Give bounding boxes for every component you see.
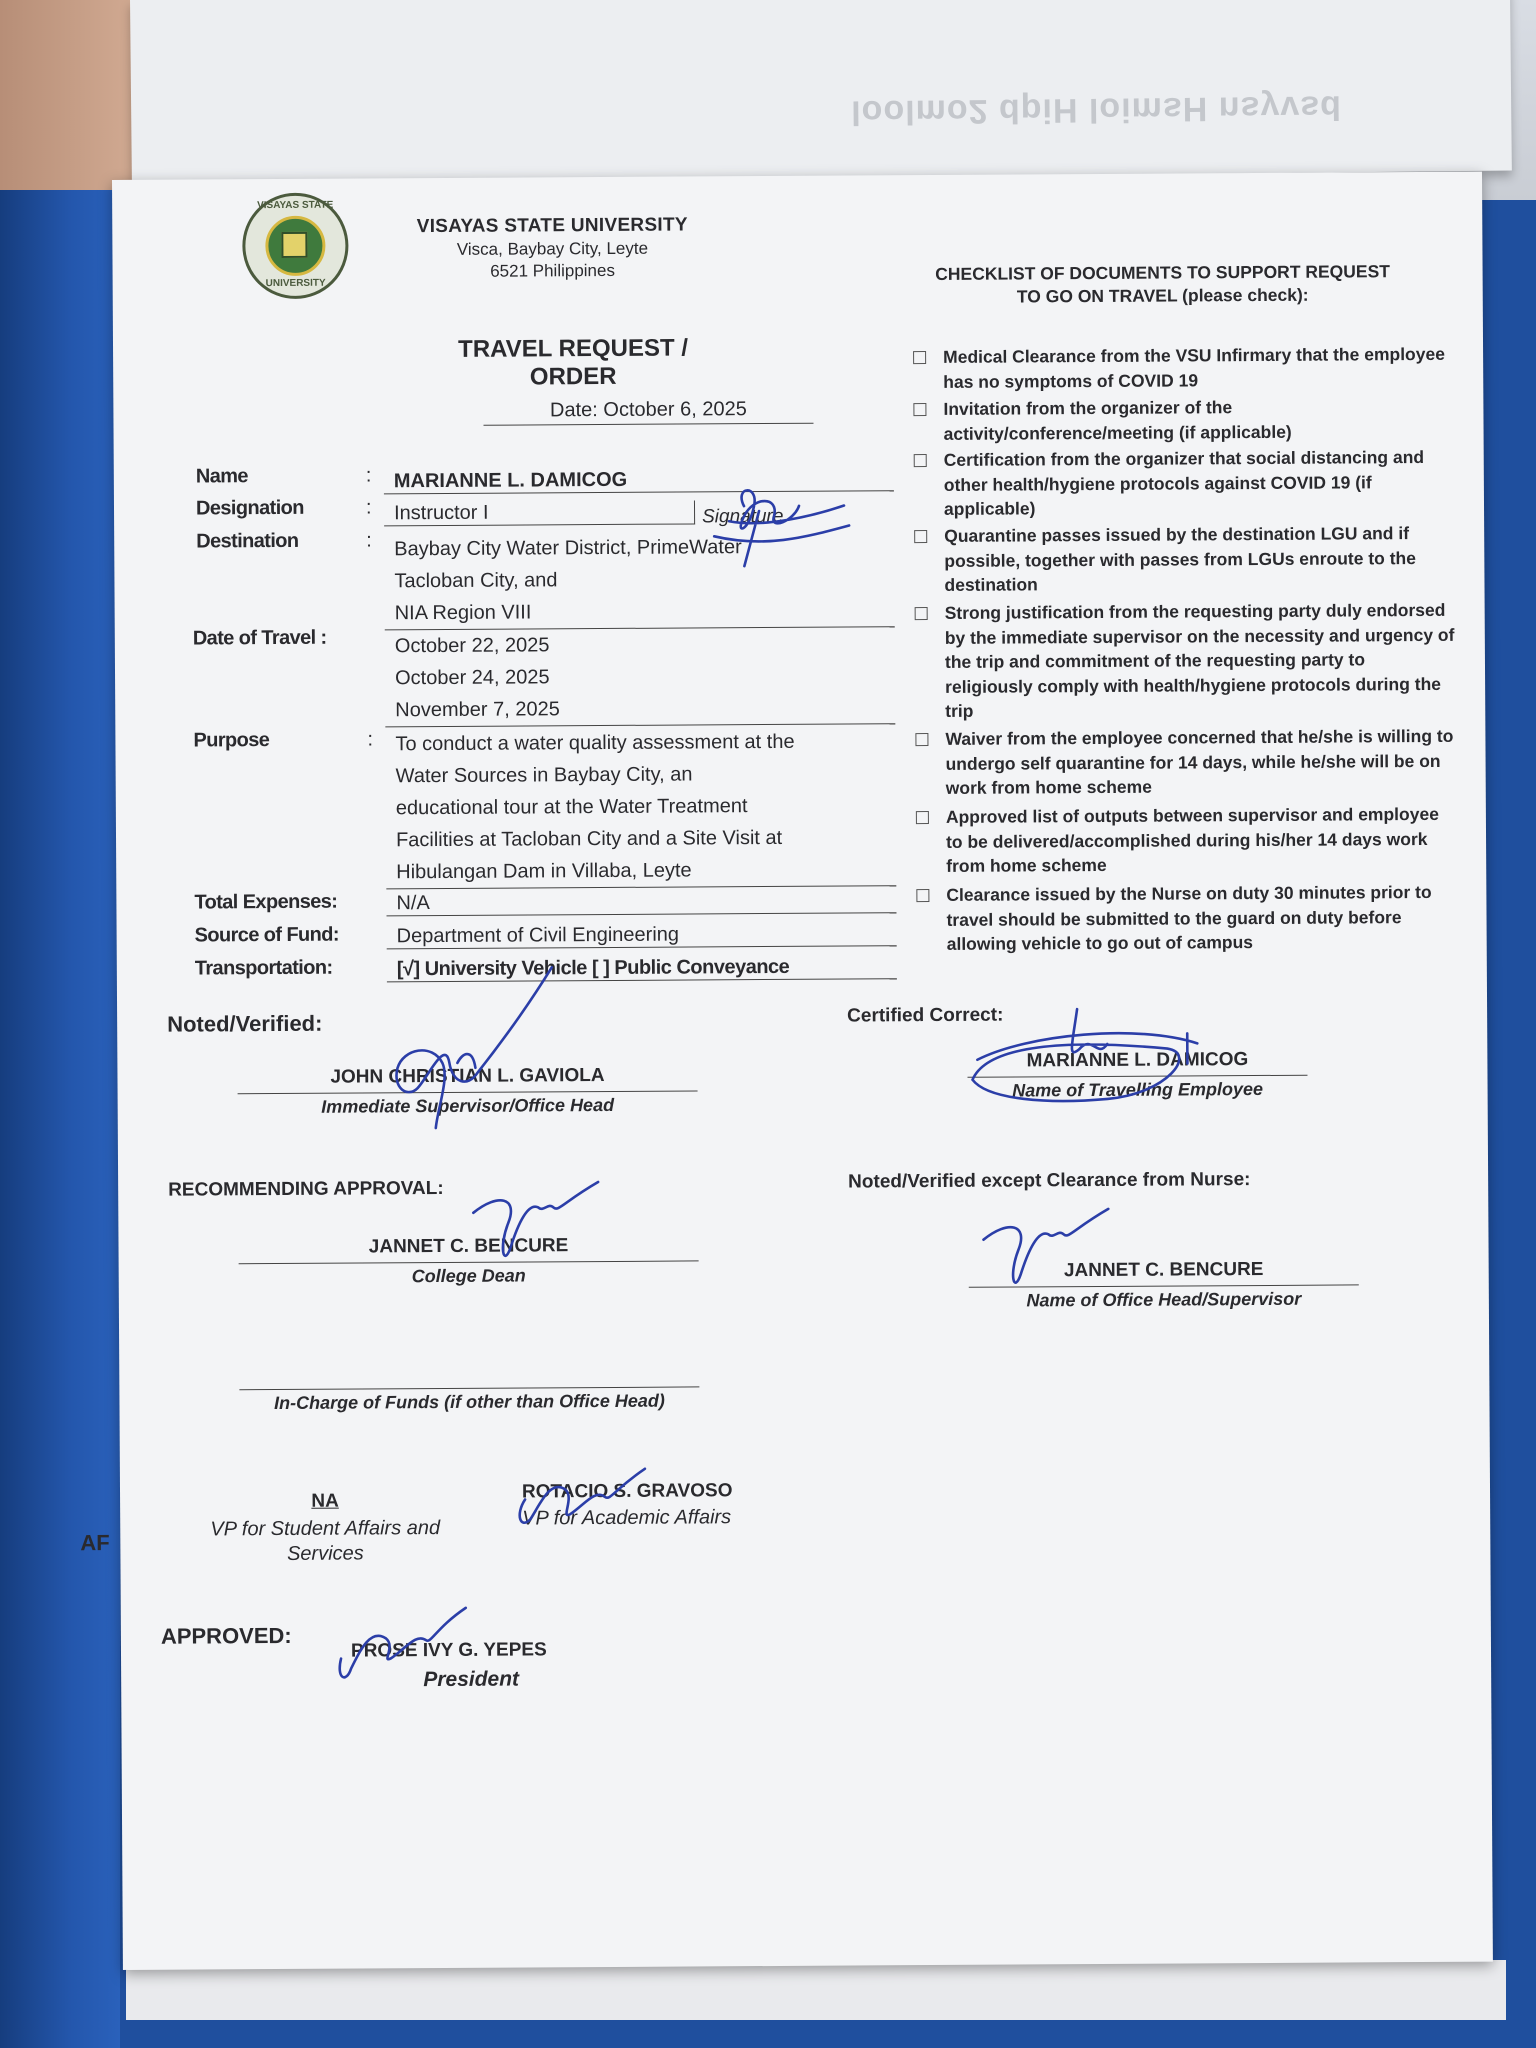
checkbox-icon[interactable] <box>914 454 927 467</box>
dean-signature <box>468 1177 609 1268</box>
purpose-value: To conduct a water quality assessment at the Water Sources in Baybay City, an educational tour at the Water Treatment Facilities at Tacloban City and a Site Visit at Hibulangan Dam in Villaba, Leyte <box>385 725 896 889</box>
checklist-item: Medical Clearance from the VSU Infirmary that the employee has no symptoms of COVID 19 <box>913 342 1453 394</box>
noted-except-nurse-label: Noted/Verified except Clearance from Nurse: <box>848 1169 1251 1193</box>
source-of-fund-label: Source of Fund: <box>194 923 340 947</box>
transportation-value: [√] University Vehicle [ ] Public Conveyance <box>387 955 897 982</box>
supervisor-signature <box>357 967 558 1128</box>
vp-academic-signature <box>515 1459 656 1550</box>
office-head-name: JANNET C. BENCURE <box>1063 1258 1264 1282</box>
certified-correct-label: Certified Correct: <box>847 1004 1004 1027</box>
form-date: Date: October 6, 2025 <box>483 398 813 426</box>
dean-role: College Dean <box>411 1265 526 1287</box>
checkbox-icon[interactable] <box>915 733 928 746</box>
president-role: President <box>423 1667 520 1692</box>
designation-label: Designation <box>195 496 304 520</box>
university-postal: 6521 Philippines <box>490 260 615 281</box>
office-head-role: Name of Office Head/Supervisor <box>1026 1288 1302 1311</box>
checklist-item: Clearance issued by the Nurse on duty 30 minutes prior to travel should be submitted to the guard on duty before allowing vehicle to go out of campus <box>916 880 1456 957</box>
destination-value: Baybay City Water District, PrimeWater Tacloban City, and NIA Region VIII <box>384 530 895 630</box>
date-of-travel-value: October 22, 2025 October 24, 2025 November 7, 2025 <box>385 627 896 727</box>
total-expenses-value: N/A <box>386 889 896 916</box>
president-name: PROSE IVY G. YEPES <box>350 1639 547 1662</box>
destination-label: Destination <box>196 529 299 553</box>
vp-academic-affairs-name: ROTACIO S. GRAVOSO <box>521 1480 733 1503</box>
paper-stack-edge <box>126 1960 1506 2020</box>
office-head-signature <box>978 1204 1119 1295</box>
cut-off-label: AF <box>80 1530 110 1556</box>
university-name: VISAYAS STATE UNIVERSITY <box>416 214 688 238</box>
in-charge-of-funds-role: In-Charge of Funds (if other than Office Head) <box>274 1390 665 1414</box>
recommending-approval-label: RECOMMENDING APPROVAL: <box>168 1177 444 1201</box>
employee-role: Name of Travelling Employee <box>1012 1078 1264 1101</box>
checkbox-icon[interactable] <box>916 811 929 824</box>
checklist-item: Invitation from the organizer of the activity/conference/meeting (if applicable) <box>913 394 1453 446</box>
checkbox-icon[interactable] <box>913 403 926 416</box>
vp-student-affairs-name: NA <box>311 1490 339 1512</box>
name-value: MARIANNE L. DAMICOG <box>384 467 894 494</box>
checklist-item: Quarantine passes issued by the destination LGU and if possible, together with passes from LGUs enroute to the destination <box>914 521 1454 598</box>
university-header <box>382 214 722 282</box>
date-of-travel-label: Date of Travel : <box>192 626 327 650</box>
supervisor-name: JOHN CHRISTIAN L. GAVIOLA <box>330 1065 605 1088</box>
university-address: Visca, Baybay City, Leyte <box>456 238 649 259</box>
blue-folder <box>0 190 120 2048</box>
employee-signature-top <box>704 475 855 566</box>
purpose-label: Purpose <box>193 729 270 752</box>
designation-value: Instructor I <box>384 500 695 526</box>
show-through-text: loolmo2 dpiH loimsH nsyvsd <box>851 88 1343 132</box>
vp-academic-affairs-role: VP for Academic Affairs <box>522 1506 732 1530</box>
total-expenses-label: Total Expenses: <box>194 890 338 914</box>
noted-verified-label: Noted/Verified: <box>167 1010 323 1037</box>
approved-label: APPROVED: <box>160 1622 292 1649</box>
employee-signature-bottom <box>967 1003 1208 1114</box>
checkbox-icon[interactable] <box>915 607 928 620</box>
university-seal-icon: VISAYAS STATE UNIVERSITY <box>242 193 349 300</box>
signature-label: Signature <box>702 505 784 528</box>
name-label: Name <box>195 465 248 488</box>
checkbox-icon[interactable] <box>913 351 926 364</box>
checkbox-icon[interactable] <box>914 530 927 543</box>
employee-name: MARIANNE L. DAMICOG <box>1026 1049 1249 1072</box>
dean-name: JANNET C. BENCURE <box>368 1235 569 1258</box>
travel-request-form: VISAYAS STATE UNIVERSITY VISAYAS STATE UNIVERSITY Visca, Baybay City, Leyte 6521 Philippines TRAVEL REQUEST / ORDER Date: October 6, 2025 Name : MARIANNE L. DAMICOG Designation : Instructor I Signature Destination : Baybay City Water District, PrimeWater Tacloban City, and NIA Region VIII Date of Travel : October 22, 2025 October 24, 2025 November 7, 2025 Purpose : To conduct a water quality assessment at the Water Sources in Baybay City, an educational tour at the Water Treatment Facilities at Tacloban City and a Site Visit at Hibulangan Dam in Villaba, Leyte Total Expenses: N/A Source of Fund: Department of Civil Engineering Transportation: [√] University Vehicle [ ] Public Conveyance CHECKLIST OF DOCUMENTS TO SUPPORT REQUEST TO GO ON TRAVEL (please check): Medical Clearance from the VSU Infirmary that the employee has no symptoms of COVID 19 Invitation from the organizer of the activity/conference/meeting (if applicable) Certification from the organizer that social distancing and other health/hygiene protocols against COVID 19 (if applicable) Quarantine passes issued by the destination LGU and if possible, together with passes from LGUs enroute to the destination Strong justification from the requesting party duly endorsed by the immediate supervisor on the necessity and urgency of the trip and commitment of the requesting party to religiously comply with health/hygiene protocols during the trip Waiver from the employee concerned that he/she is willing to undergo self quarantine for 14 days, while he/she will be on work from home scheme Approved list of outputs between supervisor and employee to be delivered/accomplished during his/her 14 days work from home scheme Clearance issued by the Nurse on duty 30 minutes prior to travel should be submitted to the guard on duty before allowing vehicle to go out of campus Noted/Verified: JOHN CHRISTIAN L. GAVIOLA Immediate Supervisor/Office Head Certified Correct: MARIANNE L. DAMICOG Name of Travelling Employee RECOMMENDING APPROVAL: JANNET C. BENCURE College Dean Noted/Verified except Clearance from Nurse: JANNET C. BENCURE Name of Office Head/Supervisor In-Charge of Funds (if other than Office Head) AF NA VP for Student Affairs and Services ROTACIO S. GRAVOSO VP for Academic Affairs APPROVED: PROSE IVY G. YEPES President <box>112 172 1493 1970</box>
form-title: TRAVEL REQUEST / ORDER <box>458 334 689 391</box>
vp-student-affairs-role: VP for Student Affairs and Services <box>210 1517 441 1565</box>
checkbox-icon[interactable] <box>916 889 929 902</box>
checklist-title: CHECKLIST OF DOCUMENTS TO SUPPORT REQUEST TO GO ON TRAVEL (please check): <box>935 261 1390 307</box>
checklist-item: Approved list of outputs between supervisor and employee to be delivered/accomplished during his/her 14 days work from home scheme <box>916 802 1456 879</box>
checklist-item: Certification from the organizer that social distancing and other health/hygiene protocols against COVID 19 (if applicable) <box>914 445 1454 522</box>
supervisor-role: Immediate Supervisor/Office Head <box>321 1094 615 1117</box>
checklist-item: Waiver from the employee concerned that he/she is willing to undergo self quarantine for 14 days, while he/she will be on work from home scheme <box>915 724 1455 801</box>
transportation-label: Transportation: <box>194 956 333 980</box>
previous-page-flipped <box>130 0 1512 185</box>
checklist-item: Strong justification from the requesting party duly endorsed by the immediate supervisor on the necessity and urgency of the trip and commitment of the requesting party to religiously comply with health/hygiene protocols during the trip <box>915 598 1456 724</box>
president-signature <box>336 1598 477 1689</box>
source-of-fund-value: Department of Civil Engineering <box>387 922 897 949</box>
